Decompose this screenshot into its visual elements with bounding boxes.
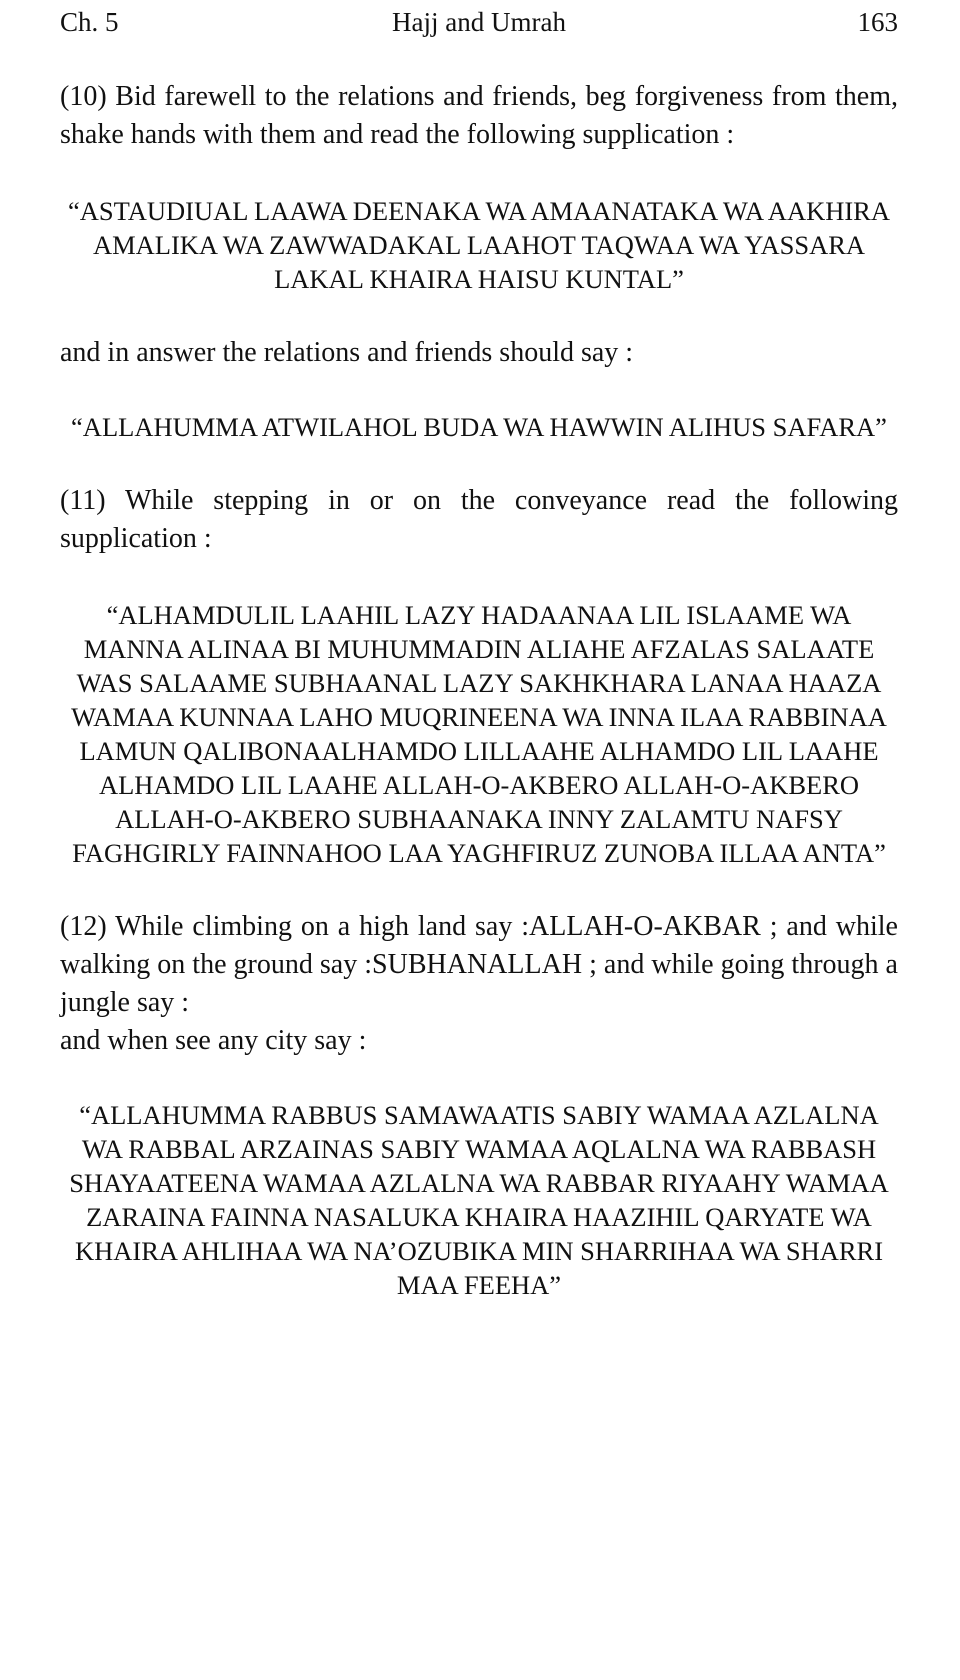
paragraph-12-block (60, 908, 898, 1060)
paragraph-11: (11) While stepping in or on the conveyance read the following supplication : (60, 485, 898, 554)
supplication-farewell: “ASTAUDIUAL LAAWA DEENAKA WA AMAANATAKA WA AAKHIRA AMALIKA WA ZAWWADAKAL LAAHOT TAQWAA WA YASSARA LAKAL KHAIRA HAISU KUNTAL” (68, 196, 890, 294)
running-title: Hajj and Umrah (392, 7, 566, 37)
supplication-city: “ALLAHUMMA RABBUS SAMAWAATIS SABIY WAMAA AZLALNA WA RABBAL ARZAINAS SABIY WAMAA AQLALNA WA RABBASH SHAYAATEENA WAMAA AZLALNA WA RABBAR RIYAAHY WAMAA ZARAINA FAINNA NASALUKA KHAIRA HAAZIHIL QARYATE WA KHAIRA AHLIHAA WA NA’OZUBIKA MIN SHARRIHAA WA SHARRI MAA FEEHA” (69, 1100, 889, 1300)
paragraph-10-answer: and in answer the relations and friends should say : (60, 337, 634, 368)
supplication-answer: “ALLAHUMMA ATWILAHOL BUDA WA HAWWIN ALIHUS SAFARA” (71, 412, 887, 442)
paragraph-10: (10) Bid farewell to the relations and friends, beg forgiveness from them, shake hands with them and read the following supplication : (60, 81, 898, 150)
chapter-label: Ch. 5 (60, 7, 119, 37)
supplication-conveyance: “ALHAMDULIL LAAHIL LAZY HADAANAA LIL ISLAAME WA MANNA ALINAA BI MUHUMMADIN ALIAHE AFZALAS SALAATE WAS SALAAME SUBHAANAL LAZY SAKHKHARA LANAA HAAZA WAMAA KUNNAA LAHO MUQRINEENA WA INNA ILAA RABBINAA LAMUN QALIBONAALHAMDO LILLAAHE ALHAMDO LIL LAAHE ALHAMDO LIL LAAHE ALLAH-O-AKBERO ALLAH-O-AKBERO ALLAH-O-AKBERO SUBHAANAKA INNY ZALAMTU NAFSY FAGHGIRLY FAINNAHOO LAA YAGHFIRUZ ZUNOBA ILLAA ANTA” (71, 600, 887, 868)
paragraph-12-city: and when see any city say : (60, 1025, 367, 1056)
running-header (60, 0, 898, 48)
paragraph-12: (12) While climbing on a high land say :ALLAH-O-AKBAR ; and while walking on the ground say :SUBHANALLAH ; and while going through a jungle say : (60, 911, 898, 1018)
page-number: 163 (857, 7, 898, 37)
